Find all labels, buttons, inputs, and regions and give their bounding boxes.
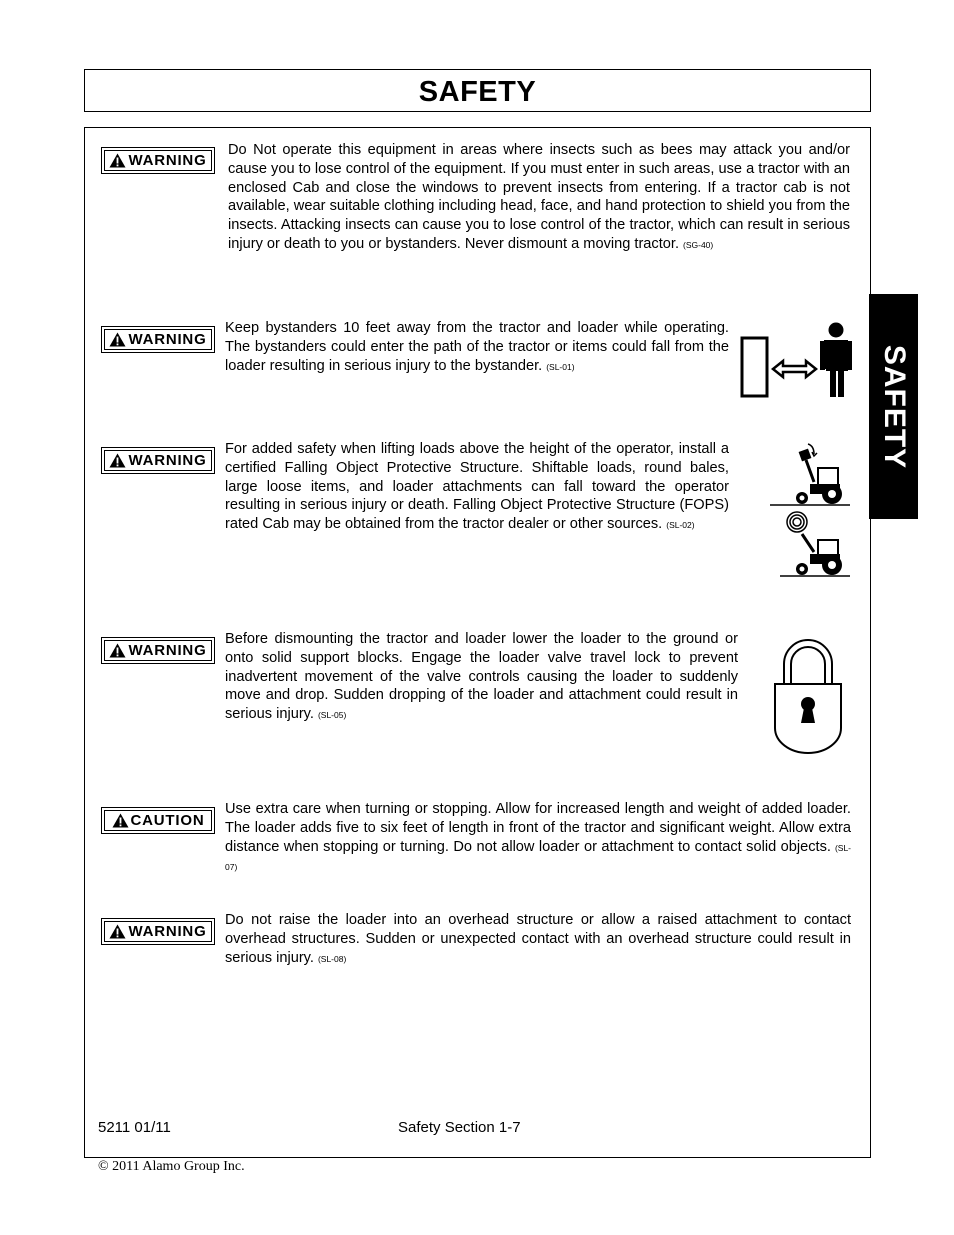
warning-triangle-icon bbox=[109, 332, 126, 347]
warning-badge bbox=[101, 147, 215, 174]
section-side-tab bbox=[869, 294, 918, 519]
safety-message: Before dismounting the tractor and loader lower the loader to the ground or onto solid support blocks. Engage the loader valve travel lock to prevent inadvertent movement of the valve controls causing the loader to suddenly move and drop. Sudden dropping of the loader and attachment could result in serious injury. (SL-05) bbox=[225, 631, 738, 723]
caution-badge bbox=[101, 807, 215, 834]
safety-message: For added safety when lifting loads above the height of the operator, install a certified Falling Object Protective Structure. Shiftable loads, round bales, large loose items, and loader attachments can fall toward the operator resulting in serious injury or death. Falling Object Protective Structure (FOPS) rated Cab may be obtained from the tractor dealer or other sources. (SL-02) bbox=[225, 441, 729, 533]
copyright-notice: © 2011 Alamo Group Inc. bbox=[98, 1159, 245, 1174]
padlock-icon bbox=[772, 628, 844, 756]
signal-word: WARNING bbox=[128, 152, 207, 169]
safety-message: Do Not operate this equipment in areas where insects such as bees may attack you and/or cause you to lose control of the equipment. If you must enter in such areas, use a tractor with an enclosed Cab and close the windows to prevent insects from entering. If a tractor cab is not available, wear suitable clothing including head, face, and hand protection to shield you from the insects. Attacking insects can cause you to lose control of the tractor, which can result in serious injury or death to you or bystanders. Never dismount a moving tractor. (SG-40) bbox=[228, 142, 850, 252]
warning-badge bbox=[101, 918, 215, 945]
safety-message: Keep bystanders 10 feet away from the tractor and loader while operating. The bystanders could enter the path of the tractor or items could fall from the loader resulting in serious injury to the bystander. (SL-01) bbox=[225, 320, 729, 374]
signal-word: WARNING bbox=[128, 642, 207, 659]
page-title: SAFETY bbox=[418, 76, 537, 108]
message-code: (SL-07) bbox=[225, 842, 851, 873]
caution-triangle-icon bbox=[112, 813, 129, 828]
side-tab-label: SAFETY bbox=[877, 344, 911, 469]
warning-badge bbox=[101, 447, 215, 474]
document-number: 5211 01/11 bbox=[98, 1119, 171, 1136]
falling-load-tractor-icon bbox=[766, 438, 854, 580]
warning-triangle-icon bbox=[109, 643, 126, 658]
warning-triangle-icon bbox=[109, 153, 126, 168]
message-code: (SL-01) bbox=[546, 361, 575, 372]
warning-badge bbox=[101, 637, 215, 664]
message-code: (SL-02) bbox=[666, 520, 695, 531]
signal-word: CAUTION bbox=[130, 812, 205, 829]
page-section-label: Safety Section 1-7 bbox=[398, 1119, 521, 1136]
warning-triangle-icon bbox=[109, 924, 126, 939]
message-code: (SG-40) bbox=[683, 239, 714, 250]
warning-triangle-icon bbox=[109, 453, 126, 468]
page-title-box bbox=[84, 69, 871, 112]
signal-word: WARNING bbox=[128, 923, 207, 940]
safety-message: Do not raise the loader into an overhead structure or allow a raised attachment to contact overhead structures. Sudden or unexpected contact with an overhead structure could result in serious injury. (SL-08) bbox=[225, 912, 851, 966]
safety-message: Use extra care when turning or stopping. Allow for increased length and weight of added loader. The loader adds five to six feet of length in front of the tractor and significant weight. Allow extra distance when stopping or turning. Do not allow loader or attachment to contact solid objects. (SL-07) bbox=[225, 801, 851, 873]
signal-word: WARNING bbox=[128, 331, 207, 348]
warning-badge bbox=[101, 326, 215, 353]
bystander-distance-icon bbox=[740, 320, 855, 398]
message-code: (SL-08) bbox=[317, 953, 347, 964]
message-code: (SL-05) bbox=[317, 710, 347, 721]
signal-word: WARNING bbox=[128, 452, 207, 469]
